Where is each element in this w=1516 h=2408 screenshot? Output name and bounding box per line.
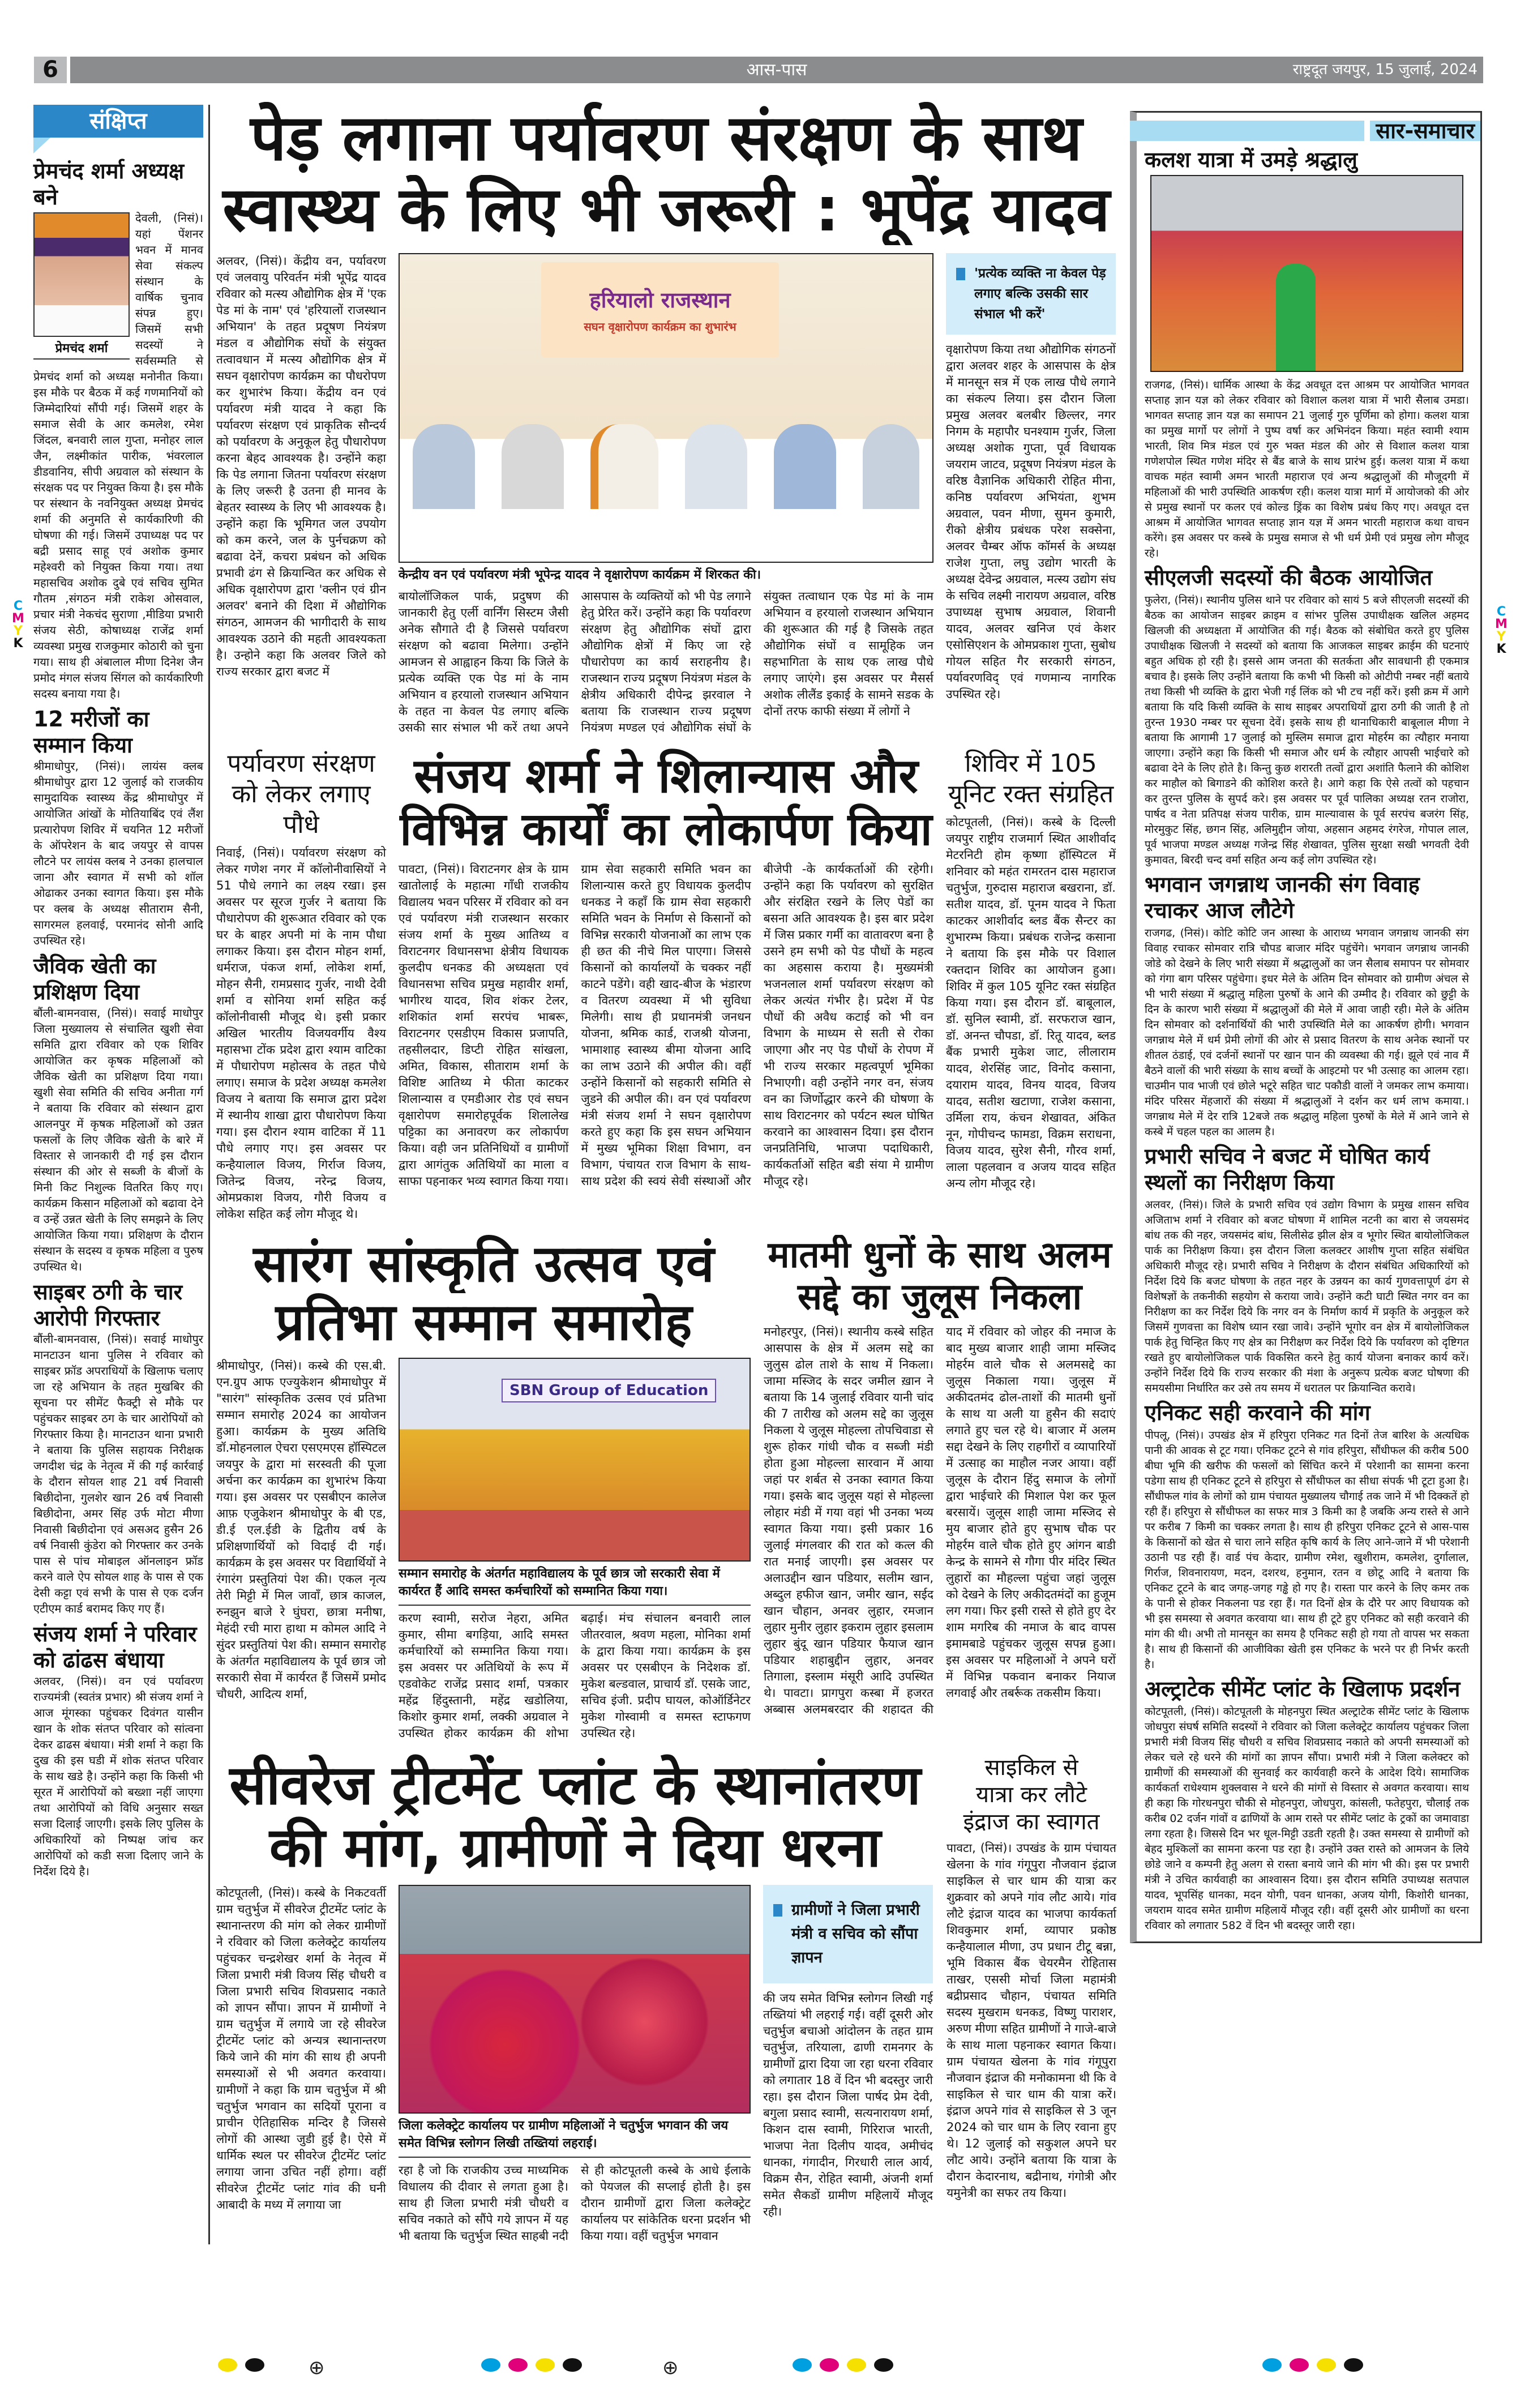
sewer-body-column: कोटपूतली, (निसं)। कस्बे के निकटवर्ती ग्राम चतुर्भुज में सीवरेज ट्रीटमेंट प्लांट के स्थानान्तरण की मांग को लेकर ग्रामीणों ने रविवार को जिला कलेक्ट्रेट कार्यालय पहुंचकर चन्द्रशेखर शर्मा के नेतृत्व में जिला प्रभारी मंत्री विजय सिंह चौधरी व जिला प्रभारी सचिव शिवप्रसाद नकाते को ज्ञापन सौंपा। ज्ञापन में ग्रामीणों ने ग्राम चतुर्भुज में लगाये जा रहे सीवरेज ट्रीटमेंट प्लांट को अन्यत्र स्थानान्तरण किये जाने की मांग की साथ ही अपनी समस्याओं से भी अवगत करवाया। ग्रामीणों ने कहा कि ग्राम चतुर्भुज में श्री चतुर्भुज भगवान का सदियों पूराना व प्राचीन ऐतिहासिक मन्दिर है जिससे लोगों की आस्था जुडी हुई है। ऐसे में धार्मिक स्थल पर सीवरेज ट्रीटमेंट प्लांट लगाया जाना उचित नहीं होगा। वहीं सीवरेज ट्रीटमेंट प्लांट गांव की घनी आबादी के मध्य में लगाया जा	[216, 1885, 386, 2212]
roundup-headline: कलश यात्रा में उमड़े श्रद्धालु	[1145, 147, 1357, 172]
roundup-label: सार-समाचार	[1370, 121, 1480, 141]
roundup-headline: प्रभारी सचिव ने बजट में घोषित कार्य स्थलों का निरीक्षण किया	[1145, 1144, 1430, 1195]
bullet-square-icon	[773, 1904, 782, 1917]
sewer-body-columns: रहा है जो कि राजकीय उच्च माध्यमिक विधालय की दीवार से लगता हुआ है। साथ ही जिला प्रभारी मंत्री चौधरी व सचिव नकाते को सौंपे गये ज्ञापन में यह भी बताया कि चतुर्भुज स्थित साहबी नदी से ही कोटपूतली कस्बे के आधे ईलाके को पेयजल की सप्लाई होती है। इस दौरान ग्रामीणों द्वारा जिला कलेक्ट्रेट कार्यालय पर सांकेतिक धरना प्रदर्शन भी किया गया। वहीं चतुर्भुज भगवान	[399, 2163, 751, 2243]
matami-headline-line2: सद्दे का जुलूस निकला	[797, 1276, 1082, 1318]
plants-body: निवाई, (निसं)। पर्यावरण संरक्षण को लेकर गणेश नगर में कॉलोनीवासियों ने 51 पौधे लगाने का लक्ष्य रखा। इस अवसर पर सूरज गुर्जर ने बताया कि पौधारोपण की शुरूआत रविवार को एक घर के बाहर अपनी मां के नाम पौधा लगाकर किया। इस दौरान मोहन शर्मा, धर्मराज, पंकज शर्मा, लोकेश शर्मा, मोहन सैनी, रामप्रसाद गुर्जर, नाथी देवी शर्मा व सोनिया शर्मा सहित कई कॉलोनीवासी मौजूद थे। इसी प्रकार अखिल भारतीय विजयवर्गीय वैश्य महासभा टोंक प्रदेश द्वारा श्याम वाटिका में पौधारोपण महोत्सव के तहत पौधे लगाए। समाज के प्रदेश अध्यक्ष कमलेश विजय ने बताया कि समाज द्वारा प्रदेश में स्थानीय शाखा द्वारा पौधारोपण किया गया। इस दौरान श्याम वाटिका में 11 पौधे लगाए गए। इस अवसर पर कन्हैयालाल विजय, गिर्राज विजय, जितेन्द्र विजय, नरेन्द्र विजय, ओमप्रकाश विजय, गौरी विजय व लोकेश सहित कई लोग मौजूद थे।	[216, 845, 386, 1221]
plants-headline: पर्यावरण संरक्षण को लेकर लगाए पौधे	[227, 749, 375, 839]
cycle-headline	[947, 1754, 1116, 1836]
cycle-headline-line1: साइकिल से	[984, 1754, 1078, 1781]
sarang-body-column: श्रीमाधोपुर, (निसं)। कस्बे की एस.बी. एन.ग्रुप आफ एज्युकेशन श्रीमाधोपुर में "सारंग" सांस्कृतिक उत्सव एवं प्रतिभा सम्मान समारोह 2024 का आयोजन हुआ। कार्यक्रम के मुख्य अतिथि डॉ.मोहनलाल ऐचरा एसएमएस हॉस्पिटल जयपुर के द्वारा मां सरस्वती की पूजा अर्चना कर कार्यक्रम का शुभारंभ किया गया। इस अवसर पर एसबीएन कालेज आफ़ एजुकेशन श्रीमाधोपुर के बी एड, डी.ई एल.ईडी के द्वितीय वर्ष के प्रशिक्षणार्थियों को विदाई दी गई। कार्यक्रम के इस अवसर पर विद्यार्थियों ने रंगारंग प्रस्तुतियां पेश की। एकल नृत्य तेरी मिट्टी में मिल जावॉं, छात्र काजल, रुनझुन बाजे रे घुंघरा, छात्रा मनीषा, मेहंदी रची मारा हाथा म कोमल आदि ने सुंदर प्रस्तुतियां पेश की। सम्मान समारोह के अंतर्गत महाविद्यालय के पूर्व छात्र जो सरकारी सेवा में कार्यरत हैं जिसमें प्रमोद चौधरी, आदित्य शर्मा,	[216, 1358, 386, 1701]
sewer-highlight-box	[763, 1885, 933, 1983]
photo-banner: SBN Group of Education	[502, 1379, 716, 1402]
kalash-yatra-photo	[1150, 175, 1463, 372]
brief-body: बौंली-बामनवास, (निसं)। सवाई माधोपुर जिला मुख्यालय से संचालित खुशी सेवा समिति द्वारा रविवार को एक शिविर आयोजित कर कृषक महिलाओं को जैविक खेती का प्रशिक्षण दिया गया। खुशी सेवा समिति की सचिव अनीता गर्ग ने बताया कि रविवार को संस्थान द्वारा आलनपुर में कृषक महिलाओं को उन्नत फसलों के लिए जैविक खेती के बारे में विस्तार से जानकारी दी गई इस दौरान संस्थान की ओर से सब्जी के बीजों के मिनी किट निशुल्क वितरित किए गए। कार्यक्रम किसान महिलाओं को बढावा देने व उन्हें उन्नत खेती के लिए समझने के लिए आयोजित किया गया। प्रशिक्षण के दौरान संस्थान के सदस्य व कृषक महिला व पुरुष उपस्थित थे।	[33, 1006, 203, 1273]
cycle-headline-line3: इंद्राज का स्वागत	[963, 1808, 1100, 1835]
brief-story	[33, 1279, 203, 1616]
lead-body-columns: बायोलॉजिकल पार्क, प्रदुषण की जानकारी हेतु एर्ली वार्निंग सिस्टम जैसी अनेक सौगाते दी है जिससे पर्यावरण संरक्षण को बढावा मिलेगा। उन्होंने आमजन से आह्वाहन किया कि जिले के प्रत्येक व्यक्ति एक पेड मां के नाम अभियान व हरयालो राजस्थान अभियान के तहत ना केवल पेड लगाए बल्कि उसकी सार संभाल भी करें तथा अपने आसपास के व्यक्तियों को भी पेड लगाने हेतु प्रेरित करें। उन्होंने कहा कि पर्यावरण संरक्षण हेतु औद्योगिक संघों द्वारा औद्योगिक क्षेत्रों में किए जा रहे पौधारोपण का कार्य सराहनीय है। राजस्थान राज्य प्रदूषण नियंत्रण मंडल के क्षेत्रीय अधिकारी दीपेन्द्र झरवाल ने बताया कि राजस्थान राज्य प्रदूषण नियंत्रण मण्डल एवं औद्योगिक संघों के संयुक्त तत्वाधान एक पेड मां के नाम अभियान व हरयालो राजस्थान अभियान की शुरूआत की गई है जिसके तहत औद्योगिक संघों व सामूहिक जन सहभागिता के साथ एक लाख पौधे लगाए जाएंगे। इस अवसर पर मैसर्स अशोक लीलैंड इकाई के सामने सडक के दोनों तरफ काफी संख्या में लोगों ने	[399, 589, 933, 734]
brief-story	[33, 158, 203, 702]
lead-headline-line1: पेड़ लगाना पर्यावरण संरक्षण के साथ	[250, 102, 1082, 175]
matami-body: मनोहरपुर, (निसं)। स्थानीय कस्बे सहित आसपास के क्षेत्र में अलम सद्दे का जुलुस ढोल ताशे के साथ में निकला। जामा मस्जिद के सदर जमील ख़ान ने बताया कि 14 जुलाई रविवार यानी चांद की 7 तारीख को अलम सद्दे का जुलूस निकला ये जुलूस मोहल्ला तोपचिवाडा से शुरू होकर गांधी चौक व सब्जी मंडी होता हुआ मोहल्ला सारवान में आया जहां पर शर्बत से उनका स्वागत किया गया। इसके बाद जुलूस यहां से मोहल्ला लोहार मंडी में गया वहां भी उनका भव्य स्वागत किया गया। इसी प्रकार 16 जुलाई मंगलवार की रात को कत्ल की रात मनाई जाएगी। इस अवसर पर अलाउद्दीन खान पडियार, सलीम खान, अब्दुल हफीज खान, जमीर खान, सईद खान चौहान, अनवर लुहार, रमजान लुहार मुनीर लुहार इकराम लुहार इसलाम लुहार बुंदू खान पडियार फैयाज खान पडियार शहाबुद्दीन लुहार, अनवर तिगाला, इस्लाम मंसूरी आदि उपस्थित थे। पावटा। प्रागपुरा कस्बा में हजरत अब्बास अलमबरदार की शहादत की याद में रविवार को जोहर की नमाज के बाद मुख्य बाजार शाही जामा मस्जिद मोहर्रम वाले चौक से अलमसद्दे का जुलूस निकाला गया। जुलूस में अकीदतमंद ढोल-ताशों की मातमी धुनों के साथ या अली या हुसैन की सदाएं लगाते हुए चल रहे थे। बाजार में अलम सद्दा देखने के लिए राहगीरों व व्यापारियों में उत्साह का माहौल नजर आया। वहीं जुलूस के दौरान हिंदु समाज के लोगों द्वारा भाईचारे की मिशाल पेश कर फूल बरसायें। जुलूस शाही जामा मस्जिद से मुय बाजार होते हुए सुभाष चौक पर मोहर्रम वाले चौक होते हुए आंगन बाडी केन्द्र के सामने से गौगा पीर मंदिर स्थित लुहारों का मौहल्ला पहुंचा जहां जुलूस को देखने के लिए अकीदतमंदों का हुजूम लग गया। फिर इसी रास्ते से होते हुए देर शाम मगरिब की नमाज के बाद वापस इमामबाडे पहुंचकर जुलूस सपन्न हुआ। इस अवसर पर महिलाओं ने अपने घरों में विभिन्न पकवान बनाकर नियाज लगवाई और तबर्रूक तकसीम किया।	[764, 1325, 1116, 1717]
blood-headline-line2: यूनिट रक्त संग्रहित	[948, 779, 1114, 809]
sanjay-body: पावटा, (निसं)। विराटनगर क्षेत्र के ग्राम खातोलाई के महात्मा गाँधी राजकीय विद्यालय भवन परिसर में रविवार को वन एवं पर्यावरण मंत्री राजस्थान सरकार संजय शर्मा के मुख्य आतिथ्य व विराटनगर विधानसभा क्षेत्रीय विधायक कुलदीप धनकड की अध्यक्षता एवं विधानसभा सचिव प्रमुख महावीर शर्मा, भागीरथ यादव, शिव शंकर टेलर, शशिकांत शर्मा सरपंच भाबरू, विराटनगर एसडीएम विकास प्रजापति, तहसीलदार, डिप्टी रोहित सांखला, अमित, विकास, सीताराम शर्मा के विशिष्ट आतिथ्य मे फीता काटकर शिलान्यास व एमडीआर रोड एवं सघन वृक्षारोपण समारोहपूर्वक शिलालेख पट्टिका का अनावरण कर लोकार्पण किया। वही जन प्रतिनिधियों व ग्रामीणों द्वारा आगंतुक अतिथियों का माला व साफा पहनाकर भव्य स्वागत किया गया। ग्राम सेवा सहकारी समिति भवन का शिलान्यास करते हुए विधायक कुलदीप धनकड ने कहाँ कि ग्राम सेवा सहकारी समिति भवन के निर्माण से किसानों को विभिन्न सरकारी योजनाओं का लाभ एक ही छत की नीचे मिल पाएगा। जिससे किसानों को कार्यालयों के चक्कर नहीं काटने पडेंगे। वही खाद-बीज के भंडारण व वितरण व्यवस्था में भी सुविधा मिलेगी। साथ ही प्रधानमंत्री जनधन योजना, श्रमिक कार्ड, राजश्री योजना, भामाशाह स्वास्थ्य बीमा योजना आदि का लाभ उठाने की अपील की। वहीं उन्होंने किसानों को सहकारी समिति से जुडने की अपील की। वन एवं पर्यावरण मंत्री संजय शर्मा ने सघन वृक्षारोपण करते हुए कहा कि इस सघन अभियान में मुख्य भूमिका शिक्षा विभाग, वन विभाग, पंचायत राज विभाग के साथ-साथ प्रदेश की स्वयं सेवी संस्थाओं और बीजेपी -के कार्यकर्ताओं की रहेगी। उन्होंने कहा कि पर्यावरण को सुरक्षित और संरक्षित रखने के लिए पेडों का बसना अति आवश्यक है। इस बार प्रदेश में जिस प्रकार गर्मी का वातावरण बना है उसने हम सभी को पेड पौधों के महत्व का अहसास कराया है। मुख्यमंत्री भजनलाल शर्मा पर्यावरण संरक्षण को लेकर अत्यंत गंभीर है। प्रदेश में पेड पौधों की अवैध कटाई को भी वन विभाग के माध्यम से सती से रोका जाएगा और नए पेड पौधों के रोपण में भी राज्य सरकार महत्वपूर्ण भूमिका निभाएगी। वही उन्होंने नगर वन, संजय वन का जिर्णोद्धार करने की घोषणा के साथ विराटनगर को पर्यटन स्थल घोषित करवाने का आश्वासन दिया। इस दौरान जनप्रतिनिधि, भाजपा पदाधिकारी, कार्यकर्ताओं सहित बडी संया मे ग्रामीण मौजूद रहे।	[399, 862, 933, 1188]
portrait-photo	[33, 212, 130, 360]
brief-headline: जैविक खेती का प्रशिक्षण दिया	[33, 953, 156, 1004]
roundup-headline: एनिकट सही करवाने की मांग	[1145, 1400, 1371, 1425]
protest-photo	[399, 1885, 751, 2114]
roundup-body: फुलेरा, (निसं)। स्थानीय पुलिस थाने पर रविवार को सायं 5 बजे सीएलजी सदस्यों की बैठक का आयोजन साइबर क्राइम व सांभर पुलिस उपाधीक्षक खलिल अहमद खिलजी की अध्यक्षता में आयोजित की गई। बैठक को संबोधित करते हुए पुलिस उपाधीक्षक खिलजी ने सदस्यों को बताया कि आजकल साइबर क्राईम की घटनाएं बहुत अधिक हो रही है। इससे आम जनता की सतर्कता और सावधानी ही एकमात्र बचाव है। इसके लिए उन्होंने बताया कि कभी भी किसी को ओटीपी नम्बर नहीं बताये तथा किसी भी व्यक्ति के द्वारा भेजी गई लिंक को भी टच नहीं करें। इसी क्रम में आगे बताया कि यदि किसी व्यक्ति के साथ साइबर अपराधियों द्वारा ठगी की जाती है तो तुरन्त 1930 नम्बर पर सूचना देवें। इसके साथ ही थानाधिकारी बाबूलाल मीणा ने बताया कि आगामी 17 जुलाई को मुस्लिम समाज द्वारा मोहर्रम का त्यौहार मनाया जाएगा। उन्होंने कहा कि किसी भी समाज और धर्म के त्यौहार आपसी भाईचारे को बढावा देने के लिए होते है। किन्तु कुछ शरारती तत्वों द्वारा अशांति फैलाने की कोशिश कर माहौल को बिगाडने की कोशिश करते है। आगे कहा कि ऐसे तत्वों को पहचान कर तुरन्त पुलिस के सुपर्द करे। इस अवसर पर पूर्व पालिका अध्यक्ष रतन राजोरा, पार्षद व नेता प्रतिपक्ष संजय पारीक, ग्राम माल्यावास के पूर्व सरपंच बजरंग सिंह, मोरमुकुट सिंह, छगन सिंह, अलिमुद्दीन जोया, अहसान अहमद रंगरेज, गोपाल लाल, पूर्व भाजपा मण्डल अध्यक्ष गजेन्द्र सिंह शेखावत, पुलिस सुरक्षा सखी भगवती देवी कुमावत, बिरदी चन्द वर्मा सहित अन्य कई लोग उपस्थित रहे।	[1145, 594, 1469, 866]
third-row	[216, 1235, 1116, 1742]
sewer-headline-line2: की मांग, ग्रामीणों ने दिया धरना	[269, 1816, 881, 1879]
sewer-photo-caption: जिला कलेक्ट्रेट कार्यालय पर ग्रामीण महिलाओं ने चतुर्भुज भगवान की जय समेत विभिन्न स्लोगन लिखी तख्तियां लहराई।	[399, 2117, 751, 2158]
roundup-body: पीपलू, (निसं)। उपखंड क्षेत्र में हरिपुरा एनिकट गत दिनों तेज बारिश के अत्यधिक पानी की आवक से टूट गया। एनिकट टूटने से गांव हरिपुरा, सौंधीफल की करीब 500 बीघा भूमि की खरीफ की फसलों को सिंचित करने में परेशानी का सामना करना पडेगा साथ ही एनिकट टूटने से हरिपुरा से सौंधीफल का सीधा संपर्क भी टूटा हुआ है। सौंधीफल गांव के लोगों को ग्राम पंचायत मुख्यालय चौगाई तक जाने में भी दिक्कतें हो रही हैं। हरिपुरा से सौंधीफल का सफर मात्र 3 किमी का है जबकि अन्य रास्ते से आने पर करीब 7 किमी का चक्कर लगता है। साथ ही हरिपुरा एनिकट टूटने से आस-पास के किसानों को खेत से चारा लाने सहित कृषि कार्य के लिए आने-जाने में भी परेशानी उठानी पड रही हैं। वार्ड पंच केदार, ग्रामीण रमेश, खुशीराम, कमलेश, दुर्गालाल, गिर्राज, शिवनारायण, मदन, दशरथ, हनुमान, रतन व छोटू आदि ने बताया कि एनिकट टूटने के बाद जगह-जगह गड्ढे हो गए है। रास्ता पार करने के लिए कमर तक के पानी से होकर निकलना पड रहा हैं। गत दिनों क्षेत्र के दौरे पर आए विधायक को भी इस समस्या से अवगत करवाया था। साथ ही टूटे हुए एनिकट को सही करवाने की मांग की थी। अभी तो मानसून का समय है एनिकट सही हो गया तो वापस भर सकता है। साथ ही किसानों की आजीविका खेती इस एनिकट के भरने पर ही निर्भर करती है।	[1145, 1429, 1469, 1671]
sanjay-headline-line2: विभिन्न कार्यों का लोकार्पण किया	[400, 803, 932, 856]
brief-headline: 12 मरीजों का सम्मान किया	[33, 707, 149, 758]
cmyk-mark-left: C M Y K	[12, 599, 24, 651]
pull-quote-text: 'प्रत्येक व्यक्ति ना केवल पेड़ लगाए बल्कि उसकी सार संभाल भी करें'	[974, 266, 1106, 322]
photo-banner-title: हरियालो राजस्थान	[589, 287, 731, 313]
registration-crosshair-icon: ⊕	[662, 2356, 679, 2379]
brief-body: बौंली-बामनवास, (निसं)। सवाई माधोपुर मानटाउन थाना पुलिस ने रविवार को साइबर फ्रॉड अपराधियों के खिलाफ चलाए जा रहे अभियान के तहत मुखबिर की सूचना पर सीमेंट फैक्ट्री से मौके पर पहुंचकर साइबर ठग के चार आरोपियों को गिरफ्तार किया है। मानटाउन थाना प्रभारी ने बताया कि पुलिस सहायक निरीक्षक जगदीश चंद्र के नेतृत्व में की गई कार्रवाई के दौरान सोयल शाह 21 वर्ष निवासी बिछीदोना, गुलशेर खान 26 वर्ष निवासी बिछीदोना, अमर सिंह उर्फ मोटा मीणा निवासी बिछीदोना एवं असअद हुसैन 26 वर्ष निवासी कुंडेरा को गिरफ्तार कर उनके पास से पांच मोबाइल ऑनलाइन फ्रॉड करने वाले ऐप सोयल शाह के पास से एक देसी कट्टा एवं सभी के पास से एक दर्जन एटीएम कार्ड बरामद किए गए हैं।	[33, 1332, 203, 1615]
page-number: 6	[34, 57, 67, 83]
brief-story	[33, 953, 203, 1274]
portrait-image	[33, 212, 130, 337]
sewer-body-right: की जय समेत विभिन्न स्लोगन लिखी गई तख्तियां भी लहराई गई। वहीं दूसरी ओर चतुर्भुज बचाओ आंदोलन के तहत ग्राम चतुर्भुज, तरियाला, ढाणी रामनगर के ग्रामीणों द्वारा दिया जा रहा धरना रविवार को लगातार 18 वें दिन भी बदस्तुर जारी रहा। इस दौरान जिला पार्षद प्रेम देवी, बगुला प्रसाद स्वामी, सत्यनारायण शर्मा, किशन दास स्वामी, गिरिराज भारती, भाजपा नेता दिलीप यादव, अमीचंद धानका, गंगादीन, गिरधारी लाल आर्य, विक्रम सैन, रोहित स्वामी, अंजनी शर्मा समेत सैकडों ग्रामीण महिलायें मौजूद रही।	[763, 1991, 933, 2218]
portrait-caption: प्रेमचंद शर्मा	[33, 337, 130, 360]
roundup-body: राजगढ, (निसं)। धार्मिक आस्था के केंद्र अवधूत दत्त आश्रम पर आयोजित भागवत सप्ताह ज्ञान यज्ञ को लेकर रविवार को विशाल कलश यात्रा में भारी सैलाब उमडा। भागवत सप्ताह ज्ञान यज्ञ का समापन 21 जुलाई गुरु पूर्णिमा को होगा। कलश यात्रा का प्रमुख मार्गो पर लोगों ने पुष्प वर्षा कर अभिनंदन किया। महंत स्वामी श्याम भारती, शिव मित्र मंडल एवं गुरु भक्त मंडल की ओर से विशाल कलश यात्रा गणेशपोल स्थित गणेश मंदिर से बैंड बाजे के साथ प्रारंभ हुई। कलश यात्रा में कथा वाचक महंत स्वामी अमन भारती महाराज एवं अन्य श्रद्धालुओं की मौजूदगी में महिलाओं की भारी उपस्थिति आकर्षण रही। कलश यात्रा मार्ग में आयोजको की ओर से प्रमुख स्थानों पर कलर एवं कोल्ड ड्रिंक का विशेष प्रबंध किए गए। अवधूत दत्त आश्रम में आयोजित भागवत सप्ताह ज्ञान यज्ञ में अमन भारती महाराज कथा वाचन करेंगे। इस अवसर पर कस्बे के प्रमुख समाज से भी धर्म प्रेमी एवं प्रमुख लोग मौजूद रहे।	[1145, 379, 1469, 559]
photo-banner	[541, 262, 779, 357]
brief-headline: संजय शर्मा ने परिवार को ढांढस बंधाया	[33, 1622, 197, 1673]
second-row	[216, 749, 1116, 1222]
edition-dateline: राष्ट्रदूत जयपुर, 15 जुलाई, 2024	[1292, 61, 1478, 78]
brief-headline: प्रेमचंद शर्मा अध्यक्ष बने	[33, 159, 185, 209]
brief-story	[33, 706, 203, 948]
roundup-body: राजगढ, (निसं)। कोटि कोटि जन आस्था के आराध्य भगवान जगन्नाथ जानकी संग विवाह रचाकर सोमवार रात्रि चौपड बाजार मंदिर पहुंचेंगे। भगवान जगन्नाथ जानकी जोडे को देखने के लिए भारी संख्या में श्रद्धालुओं का जन सैलाब समापन पर सोमवार को गंगा बाग परिसर पहुंचेगा। इधर मेले के अंतिम दिन सोमवार को ग्रामीण अंचल से भी भारी संख्या में श्रद्धालु महिला पुरुषों के आने की उम्मीद है। रविवार को छुट्टी के दिन के कारण भारी संख्या में श्रद्धालुओं की मेले में आवा जाही रही। मेले के अंतिम दिन सोमवार को दर्शनार्थियों की भारी उपस्थिति मेले का आकर्षण होगी। भगवान जगन्नाथ मेले में धर्म प्रेमी लोगों की ओर से प्रसाद वितरण के साथ अनेक स्थानों पर शीतल ठंडाई, एवं दर्जनों स्थानों पर खान पान की व्यवस्था की गई। झूले एवं नाव मैं बैठने वालों की भारी संख्या के साथ बच्चों के आइटमो पर भी उत्साह का आलम रहा। चाउमीन पाव भाजी एवं छोले भटूरे सहित चाट पकौडी वालों ने जमकर लाभ कमाया। मंदिर परिसर मेंहजारों की संख्या में श्रद्धालुओं ने दर्शन कर धर्म लाभ कमाया.। जगन्नाथ मेले में देर रात्रि 12बजे तक श्रद्धालु महिला पुरुषों के मेले में आने जाने से कस्बे में चहल पहल का आलम है।	[1145, 927, 1469, 1138]
section-title: आस-पास	[746, 60, 807, 80]
brief-story	[33, 1621, 203, 1879]
column-divider	[208, 105, 210, 2244]
lead-photo	[399, 253, 933, 563]
roundup-body: अलवर, (निसं)। जिले के प्रभारी सचिव एवं उद्योग विभाग के प्रमुख शासन सचिव अजिताभ शर्मा ने रविवार को बजट घोषणा में शामिल नटनी का बारा से जयसमंद बांध तक की नहर, जयसमंद बांध, सिलीसेढ झील क्षेत्र व भूगोर स्थित बायोलोजिकल पार्क का निरीक्षण किया। इस दौरान जिला कलक्टर आशीष गुप्ता सहित संबंधित अधिकारी मौजूद रहे। प्रभारी सचिव ने निरीक्षण के दौरान संबंधित अधिकारियों को निर्देश दिये कि बजट घोषणा के तहत नहर के उन्नयन का कार्य गुणवत्तापूर्ण ढंग से विशेषज्ञों के तकनीकी सहयोग से कराया जावे। उन्होंने कटी घाटी स्थित नगर वन का निरीक्षण का कर निर्देश दिये कि नगर वन के निर्माण कार्य में प्रकृति के अनुकूल करे जिसमें गुणवत्ता का विशेष ध्यान रखा जावे। उन्होंने भूगोर वन क्षेत्र में बायोलोजिकल पार्क हेतु चिन्हित किए गए क्षेत्र का निरीक्षण कर निर्देश दिये कि पर्यावरण को दृष्टिगत रखते हुए बायोलोजिकल पार्क विकसित करने हेतु कार्य योजना बनाकर कार्य करें। उन्होंने निर्देश दिये कि राज्य सरकार की मंशा के अनुरूप प्रत्येक बजट घोषणा की समयसीमा निर्धारित कर उसे तय समय में धरातल पर क्रियान्वित करावे।	[1145, 1199, 1469, 1395]
lead-body-column: अलवर, (निसं)। केंद्रीय वन, पर्यावरण एवं जलवायु परिवर्तन मंत्री भूपेंद्र यादव रविवार को मत्स्य औद्योगिक क्षेत्र में 'एक पेड मां के नाम' एवं 'हरियालों राजस्थान अभियान' के तहत प्रदूषण नियंत्रण मंडल व औद्योगिक संघों के संयुक्त तत्वावधान में मत्स्य औद्योगिक क्षेत्र में सघन वृक्षारोपण कार्यक्रम का पौधरोपण कर शुभारंभ किया। केंद्रीय वन एवं पर्यावरण मंत्री यादव ने कहा कि पर्यावरण संरक्षण एवं प्राकृतिक सौन्दर्य को पर्यावरण के अनुकूल हेतु पौधारोपण करना बेहद आवश्यक है। उन्होंने कहा कि पेड लगाना जितना पर्यावरण संरक्षण के लिए जरूरी है उतना ही मानव के बेहतर स्वास्थ्य के लिए भी आवश्यक है। उन्होंने कहा कि भूमिगत जल उपयोग को कम करने, जल के पुर्नचक्रण को बढावा देनें, कचरा प्रबंधन को अधिक प्रभावी ढंग से क्रियान्वित कर अधिक से अधिक वृक्षारोपण द्वारा 'क्लीन एवं ग्रीन अलवर' बनाने की दिशा में औद्योगिक संगठन, आमजन की भागीदारी के साथ आवश्यक उठाने की महती आवश्यकता है। उन्होने कहा कि अलवर जिले को राज्य सरकार द्वारा बजट में	[216, 254, 386, 678]
cmyk-mark-right: C M Y K	[1495, 605, 1508, 656]
sarang-headline-line2: प्रतिभा सम्मान समारोह	[275, 1293, 692, 1352]
sarang-group-photo	[399, 1358, 751, 1562]
lead-pull-quote	[946, 253, 1116, 335]
label-tail-decoration	[33, 138, 50, 153]
sanjay-headline-line1: संजय शर्मा ने शिलान्यास और	[414, 748, 918, 803]
sarang-body-columns: करण स्वामी, सरोज नेहरा, अमित कुमार, सीमा बगड़िया, आदि समस्त कर्मचारियों को सम्मानित किया गया। इस अवसर पर अतिथियों के रूप में एडवोकेट राजेंद्र प्रसाद शर्मा, पत्रकार महेंद्र हिंदुस्तानी, महेंद्र खडोलिया, किशोर कुमार शर्मा, लक्की अग्रवाल ने उपस्थित होकर कार्यक्रम की शोभा बढ़ाई। मंच संचालन बनवारी लाल जीतरवाल, श्रवण महला, मोनिका शर्मा के द्वारा किया गया। कार्यक्रम के इस अवसर पर एसबीएन के निदेशक डॉ. मुकेश बल्डवाल, प्राचार्य डॉ. एसके जाट, सचिव इंजी. प्रदीप घायल, कोऑर्डिनेटर मुकेश गोस्वामी व समस्त स्टाफगण उपस्थित रहे।	[399, 1611, 751, 1740]
roundup-band	[1130, 118, 1480, 143]
roundup-headline: भगवान जगन्नाथ जानकी संग विवाह रचाकर आज लौटेगे	[1145, 872, 1420, 923]
photo-people	[400, 424, 932, 509]
main-news-area	[216, 102, 1116, 2244]
registration-crosshair-icon: ⊕	[309, 2356, 325, 2379]
registration-dots	[793, 2358, 893, 2372]
matami-headline-line1: मातमी धुनों के साथ अलम	[768, 1234, 1112, 1276]
lead-headline-line2: स्वास्थ्य के लिए भी जरूरी : भूपेंद्र यादव	[222, 174, 1110, 245]
blood-headline-line1: शिविर में 105	[965, 749, 1097, 778]
lead-body-right: वृक्षारोपण किया तथा औद्योगिक संगठनों द्वारा अलवर शहर के आसपास के क्षेत्र में मानसून सत्र में एक लाख पौधे लगाने का संकल्प लिया। इस दौरान जिला प्रमुख अलवर बलबीर छिल्लर, नगर निगम के महापौर घनश्याम गुर्जर, जिला अध्यक्ष अशोक गुप्ता, पूर्व विधायक जयराम जाटव, प्रदूषण नियंत्रण मंडल के वरिष्ठ वैज्ञानिक अधिकारी रोहित मीना, कनिष्ठ पर्यावरण अभियंता, शुभम अग्रवाल, पवन मीणा, सुमन कुमारी, रीको क्षेत्रीय प्रबंधक परेश सक्सेना, अलवर चैम्बर ऑफ कॉमर्स के अध्यक्ष राजेश गुप्ता, लघु उद्योग भारती के अध्यक्ष देवेन्द्र अग्रवाल, मत्स्य उद्योग संघ के सचिव लक्ष्मी नारायण अग्रवाल, वरिष्ठ उपाध्यक्ष सुभाष अग्रवाल, शिवानी यादव, अलवर खनिज एवं केशर एसोसिएशन के ओमप्रकाश गुप्ता, सुबोध गोयल सहित गैर सरकारी संगठन, पर्यावरणविद् एवं गणमान्य नागरिक उपस्थित रहे।	[946, 342, 1116, 701]
brief-body: देवली, (निसं)। यहां पेंशनर भवन में मानव सेवा संकल्प संस्थान के वार्षिक चुनाव संपन्न हुए। जिसमें सभी सदस्यों ने सर्वसम्मति से प्रेमचंद शर्मा को अध्यक्ष मनोनीत किया। इस मौके पर बैठक में कई गणमानियों को जिम्मेदारियां सौंपी गई। जिसमें शहर के समाज सेवी के आर कमलेश, रमेश जिंदल, बनवारी लाल गुप्ता, मनोहर लाल जैन, लक्ष्मीकांत पारीक, भंवरलाल डीडवानिय, सीपी अग्रवाल को संस्थान के संरक्षक पद पर नियुक्त किया है। इस मौके पर संस्थान के नवनियुक्त अध्यक्ष प्रेमचंद शर्मा की अनुमति से कार्यकारिणी की घोषणा की गई। जिसमें उपाध्यक्ष पद पर बद्री प्रसाद साहू एवं अशोक कुमार महेश्वरी को नियुक्त किया गया। तथा महासचिव अशोक दुबे एवं सचिव सुमित गौतम ,संगठन मंत्री राकेश ओसवाल, प्रचार मंत्री नेकचंद सुराणा ,मीडिया प्रभारी संजय सेठी, कोषाध्यक्ष राजेंद्र शर्मा व्यवस्था प्रमुख राजकुमार कोठारी को चुना गया। साथ ही अंबालाल मीणा दिनेश जैन प्रमोद मंगल संजय सिंगल को कार्यकारिणी सदस्य बनाया गया है।	[33, 211, 203, 700]
cycle-headline-line2: यात्रा कर लौटे	[975, 1781, 1087, 1808]
sewer-headline-line1: सीवरेज ट्रीटमेंट प्लांट के स्थानांतरण	[229, 1753, 921, 1817]
registration-dots	[218, 2358, 264, 2372]
bullet-square-icon	[956, 268, 965, 280]
blood-body: कोटपूतली, (निसं)। कस्बे के दिल्ली जयपुर राष्ट्रीय राजमार्ग स्थित आशीर्वाद मेटरनिटी होम कृष्णा हॉस्पिटल में शनिवार को महंत रामरतन दास महाराज चतुर्भुज, गुरुदास महाराज बखराना, डॉ. सतीश यादव, डॉ. पूनम यादव ने फिता काटकर आशीर्वाद ब्लड बैंक सैन्टर का शुभारम्भ किया। प्रबंधक राजेन्द्र कसाना ने बताया कि इस मौके पर विशाल रक्तदान शिविर का आयोजन हुआ। शिविर में कुल 105 यूनिट रक्त संग्रहित किया गया। इस दौरान डॉ. बाबूलाल, डॉ. सुनिल स्वामी, डॉ. सरफराज खान, डॉ. अनन्त चौपडा, डॉ. रितू यादव, ब्लड बैंक प्रभारी मुकेश जाट, लीलाराम यादव, शेरसिंह जाट, विनोद कसाना, दयाराम यादव, विनय यादव, विजय यादव, सतीश खटाणा, राजेश कसाना, उर्मिला राय, कंचन शेखावत, अंकित नून, गोपीचन्द फामडा, विक्रम सराधना, विजय यादव, सुरेश सैनी, गौरव शर्मा, लाला पहलवान व अजय यादव सहित अन्य लोग मौजूद रहे।	[946, 815, 1116, 1190]
registration-dots	[1262, 2358, 1363, 2372]
fourth-row	[216, 1754, 1116, 2244]
brief-body: श्रीमाधोपुर, (निसं)। लायंस क्लब श्रीमाधोपुर द्वारा 12 जुलाई को राजकीय सामुदायिक स्वास्थ्य केंद्र श्रीमाधोपुर में आयोजित आंखों के मोतियाबिंद एवं लैंश प्रत्यारोपण शिविर में चयनित 12 मरीजों के ऑपरेशन के बाद जयपुर से वापस लौटने पर लायंस क्लब ने उनका हालचाल जाना और स्वागत में सभी को शॉल ओढाकर उनका स्वागत किया। इस मौके पर क्लब के अध्यक्ष सीताराम सैनी, सागरमल हलवाई, परमानंद सोनी आदि उपस्थित रहे।	[33, 759, 203, 947]
registration-dots	[481, 2358, 582, 2372]
brief-headline: साइबर ठगी के चार आरोपी गिरफ्तार	[33, 1280, 183, 1331]
highlight-text: ग्रामीणों ने जिला प्रभारी मंत्री व सचिव को सौंपा ज्ञापन	[791, 1901, 920, 1966]
page-header-bar	[70, 57, 1483, 83]
news-roundup-box	[1130, 111, 1482, 1943]
briefs-label: संक्षिप्त	[33, 105, 203, 138]
briefs-column	[33, 105, 203, 1879]
roundup-body: कोटपूतली, (निसं)। कोटपूतली के मोहनपुरा स्थित अल्ट्राटेक सीमेंट प्लांट के खिलाफ जोधपुरा संघर्ष समिति सदस्यों ने रविवार को जिला कलेक्ट्रेट कार्यालय पहुंचकर जिला प्रभारी मंत्री विजय सिंह चौधरी व सचिव शिवप्रसाद नकाते को अपनी समस्याओं को लेकर चले रहे धरने की मांगों का ज्ञापन सौंपा। प्रभारी मंत्री ने जिला कलेक्टर को ग्रामीणों की समस्याओं की सुनवाई कर कार्यवाही करने के आदेश दिये। सामाजिक कार्यकर्ता राधेश्याम शुक्लवास ने धरने की मांगों से विस्तार से अवगत करवाया। साथ ही कहा कि गोरधनपुरा चौकी से मोहनपुरा, जोधपुरा, कांसली, फतेहपुरा, चौलाई तक करीब 02 दर्जन गांवों व ढाणियों के आम रास्ते पर सीमेंट प्लांट के ट्रकों का जमावाडा लगा रहता है। जिससे दिन भर धूल-मिट्टी उडती रहती है। उक्त समस्या से ग्रामीणों को बेहद मुश्किलों का सामना करना पड रहा है। उन्होंने उक्त रास्ते को आमजन के लिये छोडे जाने व कम्पनी हेतु अलग से रास्ता बनाये जाने की मांग भी की। इस पर प्रभारी मंत्री ने उचित कार्यवाही का आश्वासन दिया। इस दौरान समिति उपाध्यक्ष सतपाल यादव, भूपसिंह धानका, मदन योगी, पवन धानका, अजय योगी, किशोरी धानका, जयराम यादव समेत ग्रामीण महिलायें मौजूद रही। वहीं दूसरी ओर ग्रामीणों का धरना रविवार को लगातार 582 वें दिन भी बदस्तूर जारी रहा।	[1145, 1705, 1469, 1932]
roundup-headline: सीएलजी सदस्यों की बैठक आयोजित	[1145, 565, 1433, 590]
photo-banner-subtitle: सघन वृक्षारोपण कार्यक्रम का शुभारंभ	[584, 319, 736, 333]
sarang-headline-line1: सारंग सांस्कृति उत्सव एवं	[253, 1234, 714, 1294]
lead-photo-caption: केन्द्रीय वन एवं पर्यावरण मंत्री भूपेन्द्र यादव ने वृक्षारोपण कार्यक्रम में शिरकत की।	[399, 567, 761, 582]
cycle-body: पावटा, (निसं)। उपखंड के ग्राम पंचायत खेलना के गांव गंगूपुरा नौजवान इंद्राज साइकिल से चार धाम की यात्रा कर शुक्रवार को अपने गांव लौट आये। गांव लौटे इंद्राज यादव का भाजपा कार्यकर्ता शिवकुमार शर्मा, व्यापार प्रकोष्ठ कन्हैयालाल मीणा, उप प्रधान टीटू बन्ना, भूमि विकास बैंक चेयरमैन रोहितास ताखर, एससी मोर्चा जिला महामंत्री बद्रीप्रसाद चौहान, पंचायत समिति सदस्य मुखराम धनकड, विष्णु पाराशर, अरुण मीणा सहित ग्रामीणों ने गाजे-बाजे के साथ माला पहनाकर स्वागत किया। ग्राम पंचायत खेलना के गांव गंगूपुरा नौजवान इंद्राज की मनोकामना थी कि वे साइकिल से चार धाम की यात्रा करें। इंद्राज अपने गांव से साइकिल से 3 जून 2024 को चार धाम के लिए रवाना हुए थे। 12 जुलाई को सकुशल अपने घर लौट आये। उन्होंने बताया कि यात्रा के दौरान केदारनाथ, बद्रीनाथ, गंगोत्री और यमुनेत्री का सफर तय किया।	[947, 1841, 1116, 2200]
sarang-photo-caption: सम्मान समारोह के अंतर्गत महाविद्यालय के पूर्व छात्र जो सरकारी सेवा में कार्यरत हैं आदि समस्त कर्मचारियों को सम्मानित किया गया।	[399, 1565, 751, 1606]
roundup-headline: अल्ट्राटेक सीमेंट प्लांट के खिलाफ प्रदर्शन	[1145, 1676, 1461, 1701]
brief-body: अलवर, (निसं)। वन एवं पर्यावरण राज्यमंत्री (स्वतंत्र प्रभार) श्री संजय शर्मा ने आज मूंगस्का पहुंचकर दिवंगत यासीन खान के शोक संतप्त परिवार को सांत्वना देकर ढाढस बंधाया। मंत्री शर्मा ने कहा कि दुख की इस घडी में शोक संतप्त परिवार के साथ खडे है। उन्होंने कहा कि किसी भी सूरत में आरोपियों को बख्शा नहीं जाएगा तथा आरोपियों को विधि अनुसार सख्त सजा दिलाई जाएगी। इसके लिए पुलिस के अधिकारियों को निष्पक्ष जांच कर आरोपियों को कडी सजा दिलाए जाने के निर्देश दिये है।	[33, 1674, 203, 1878]
lead-story	[216, 253, 1116, 736]
